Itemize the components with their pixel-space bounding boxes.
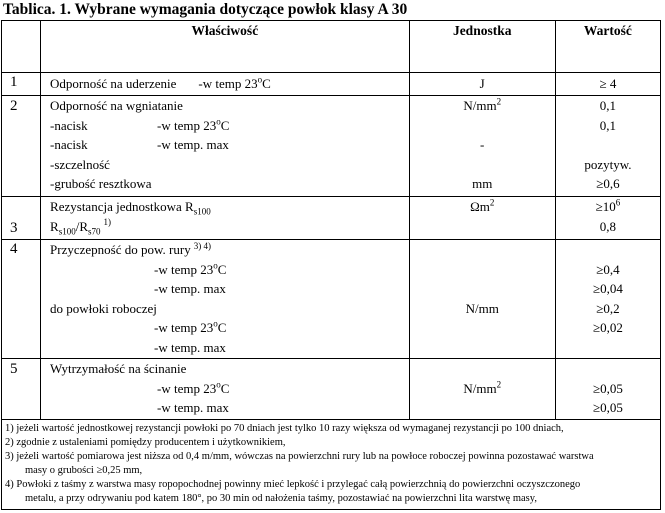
property-cell: [41, 240, 410, 359]
footnote-ref: 3) 4): [193, 240, 211, 251]
condition-text: -w temp 23: [157, 380, 217, 396]
value-text: ≥0,05: [592, 400, 623, 415]
unit-cell: [409, 359, 555, 420]
subscript: s100: [193, 206, 211, 217]
unit-cell: [409, 96, 555, 197]
footnote-ref: 1): [103, 217, 112, 228]
value-cell: [555, 197, 660, 240]
unit-text: -: [480, 137, 485, 152]
footnote-1: 1) jeżeli wartość jednostkowej rezystancji powłoki po 70 dniach jest tylko 10 razy większa od wymaganej rezystancji po 100 dniach,: [5, 423, 564, 434]
unit-text: J: [479, 76, 485, 91]
footnote-4-cont: metalu, a przy odrywaniu pod katem 180°, po 30 min od nałożenia taśmy, pozostawiać na powierzchni lita warstwę masy,: [25, 493, 537, 504]
value-cell: [555, 73, 660, 96]
property-text: Odporność na wgniatanie: [50, 98, 183, 113]
subproperty-text: -szczelność: [50, 156, 110, 172]
value-text: ≥ 4: [599, 76, 617, 91]
unit-cell: [409, 73, 555, 96]
row-number-text: 3: [10, 220, 18, 236]
value-text: pozytyw.: [584, 156, 632, 172]
unit-c: C: [220, 117, 230, 133]
subproperty-text: do powłoki roboczej: [50, 300, 157, 316]
unit-cell: [409, 197, 555, 240]
unit-sup: 2: [496, 379, 502, 390]
condition-text: -w temp 23: [157, 117, 217, 133]
degree-sup: o: [257, 74, 263, 85]
unit-text: Ωm: [470, 199, 490, 214]
footnote-2: 2) zgodnie z ustaleniami pomiędzy producentem i użytkownikiem,: [5, 437, 286, 448]
value-text: 0,1: [599, 98, 617, 113]
unit-text: mm: [472, 176, 493, 191]
unit-text: N/mm: [463, 380, 497, 396]
unit-cell: [409, 240, 555, 359]
table-row: [2, 96, 661, 197]
unit-c: C: [262, 76, 271, 91]
row-number: 1: [2, 73, 41, 96]
table-title: Tablica. 1. Wybrane wymagania dotyczące powłok klasy A 30: [3, 1, 408, 18]
degree-sup: o: [216, 379, 221, 390]
unit-c: C: [217, 320, 227, 335]
property-text: Wytrzymałość na ścinanie: [50, 361, 187, 376]
value-text: ≥0,05: [592, 380, 623, 396]
condition-text: -w temp 23: [154, 261, 214, 277]
footnotes-cell: [2, 420, 661, 510]
unit-sup: 2: [489, 197, 495, 208]
property-cell: [41, 73, 410, 96]
property-text: Rezystancja jednostkowa R: [50, 199, 194, 214]
requirements-table: [1, 20, 661, 510]
footnote-3-cont: masy o grubości ≥0,25 mm,: [25, 465, 143, 476]
table-row: [2, 73, 661, 96]
property-cell: [41, 197, 410, 240]
footnote-3: 3) jeżeli wartość pomiarowa jest niższa od 0,4 m/mm, wówczas na powierzchni rury lub na powłoce roboczej powinna pozostawać warstwa: [5, 451, 594, 462]
unit-text: N/mm: [463, 98, 497, 113]
condition-text: -w temp. max: [154, 281, 226, 296]
value-cell: [555, 359, 660, 420]
value-text: ≥0,6: [596, 176, 620, 191]
condition-text: -w temp 23: [198, 76, 258, 91]
unit-c: C: [217, 261, 227, 277]
value-text: ≥0,02: [592, 320, 623, 335]
property-text: Przyczepność do pow. rury: [50, 242, 191, 257]
property-cell: [41, 359, 410, 420]
value-text: ≥0,04: [592, 281, 623, 296]
condition-text: -w temp. max: [154, 339, 226, 355]
subscript: s70: [88, 226, 101, 237]
subproperty-text: -nacisk: [50, 117, 88, 133]
property-cell: [41, 96, 410, 197]
table-row: [2, 359, 661, 420]
footnote-4: 4) Powłoki z taśmy z warstwa masy ropopochodnej powinny mieć lepkość i przylegać całą powierzchnią do powierzchni oczyszczonego: [5, 479, 581, 490]
degree-sup: o: [213, 318, 218, 329]
row-number: [2, 197, 41, 240]
condition-text: -w temp 23: [154, 320, 214, 335]
symbol-text: R: [50, 218, 59, 234]
header-num-cell: [2, 21, 41, 73]
row-number: 4: [2, 240, 41, 359]
unit-text: N/mm: [465, 300, 499, 316]
header-unit: Jednostka: [409, 21, 555, 73]
subproperty-text: -grubość resztkowa: [50, 176, 152, 191]
symbol-text: /R: [75, 218, 89, 234]
degree-sup: o: [213, 260, 218, 271]
condition-text: -w temp. max: [157, 400, 229, 415]
value-text: 0,8: [599, 218, 617, 234]
unit-c: C: [220, 380, 230, 396]
footnotes-row: [2, 420, 661, 510]
value-cell: [555, 96, 660, 197]
table-row: [2, 240, 661, 359]
table-row: [2, 197, 661, 240]
value-sup: 6: [615, 197, 621, 208]
row-number: 2: [2, 96, 41, 197]
unit-sup: 2: [496, 96, 502, 107]
row-number: 5: [2, 359, 41, 420]
condition-text: -w temp. max: [157, 137, 229, 152]
value-text: 0,1: [599, 117, 617, 133]
degree-sup: o: [216, 116, 221, 127]
value-text: ≥10: [595, 199, 616, 214]
property-text: Odporność na uderzenie: [50, 76, 177, 91]
value-text: ≥0,2: [596, 300, 620, 316]
subscript: s100: [58, 226, 76, 237]
value-text: ≥0,4: [596, 261, 620, 277]
header-value: Wartość: [555, 21, 660, 73]
header-row: [2, 21, 661, 73]
subproperty-text: -nacisk: [50, 137, 88, 152]
header-property: Właściwość: [41, 21, 410, 73]
value-cell: [555, 240, 660, 359]
